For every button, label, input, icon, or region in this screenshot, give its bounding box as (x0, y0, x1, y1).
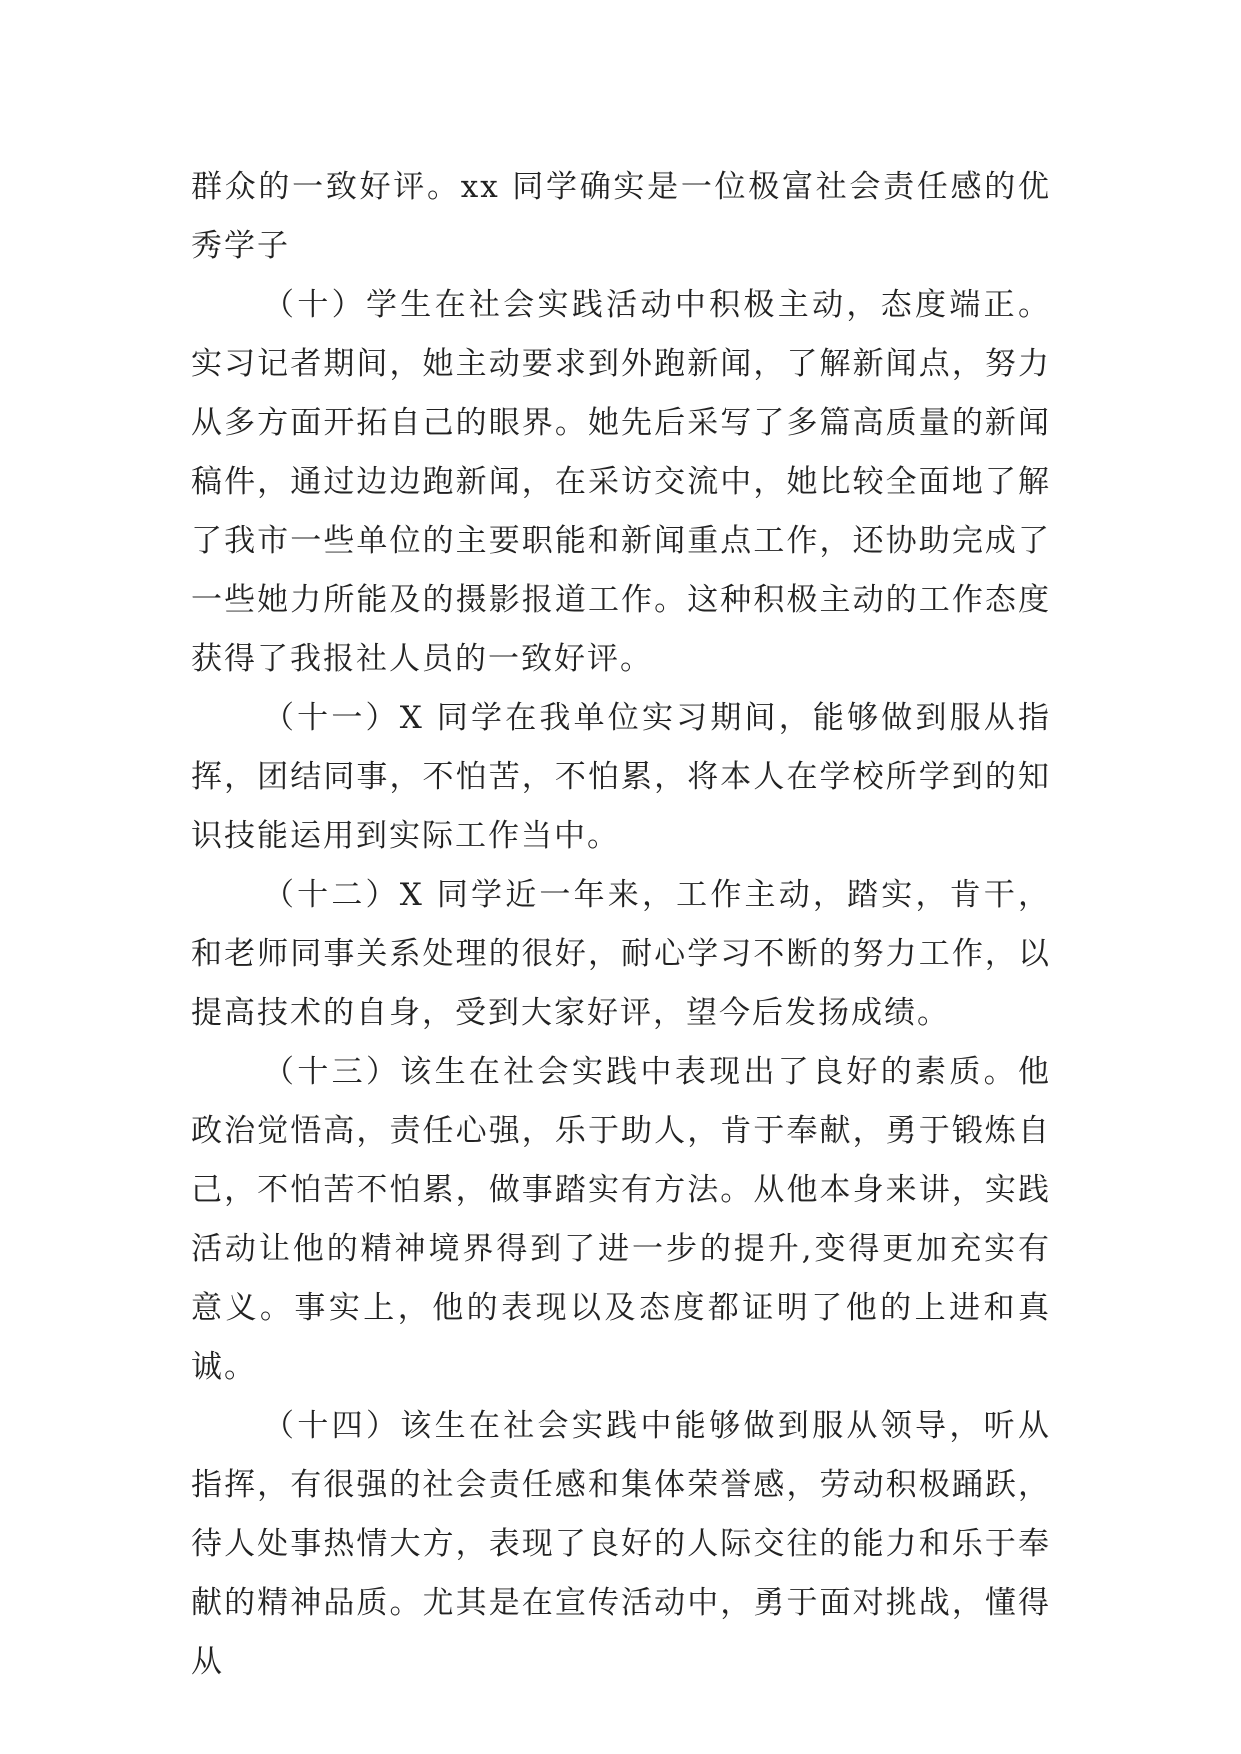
paragraph-12: （十二）X 同学近一年来，工作主动，踏实，肯干，和老师同事关系处理的很好，耐心学习不断的努力工作，以提高技术的自身，受到大家好评，望今后发扬成绩。 (191, 877, 1051, 1031)
paragraph-11: （十一）X 同学在我单位实习期间，能够做到服从指挥，团结同事，不怕苦，不怕累，将本人在学校所学到的知识技能运用到实际工作当中。 (191, 700, 1051, 854)
paragraph-13: （十三）该生在社会实践中表现出了良好的素质。他政治觉悟高，责任心强，乐于助人，肯于奉献，勇于锻炼自己，不怕苦不怕累，做事踏实有方法。从他本身来讲，实践活动让他的精神境界得到了进一步的提升,变得更加充实有意义。事实上，他的表现以及态度都证明了他的上进和真诚。 (191, 1054, 1051, 1385)
paragraph-14: （十四）该生在社会实践中能够做到服从领导，听从指挥，有很强的社会责任感和集体荣誉感，劳动积极踊跃，待人处事热情大方，表现了良好的人际交往的能力和乐于奉献的精神品质。尤其是在宣传活动中，勇于面对挑战，懂得从 (191, 1408, 1051, 1680)
document-body (191, 158, 1051, 1692)
paragraph-continuation: 群众的一致好评。xx 同学确实是一位极富社会责任感的优秀学子 (191, 169, 1051, 264)
paragraph-10: （十）学生在社会实践活动中积极主动，态度端正。实习记者期间，她主动要求到外跑新闻，了解新闻点，努力从多方面开拓自己的眼界。她先后采写了多篇高质量的新闻稿件，通过边边跑新闻，在采访交流中，她比较全面地了解了我市一些单位的主要职能和新闻重点工作，还协助完成了一些她力所能及的摄影报道工作。这种积极主动的工作态度获得了我报社人员的一致好评。 (191, 287, 1051, 677)
